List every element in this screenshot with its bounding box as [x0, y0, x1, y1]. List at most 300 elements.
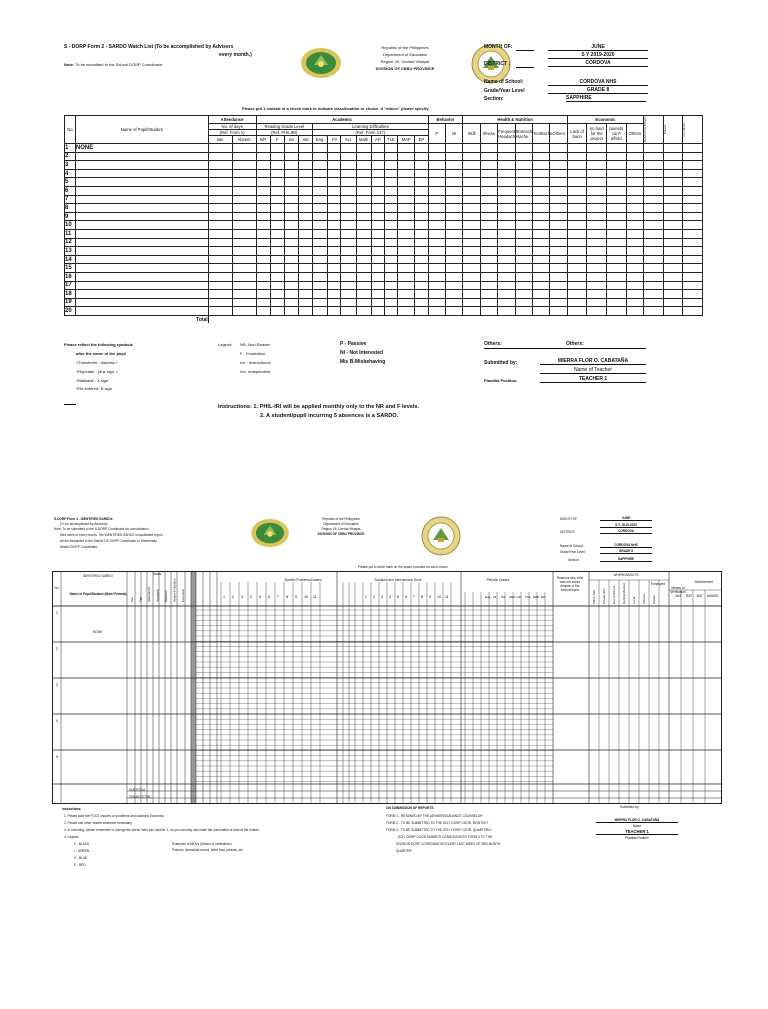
entry-cell[interactable]	[397, 178, 414, 187]
entry-cell[interactable]	[328, 272, 341, 281]
entry-cell[interactable]	[498, 229, 515, 238]
entry-cell[interactable]	[498, 152, 515, 161]
entry-cell[interactable]	[356, 272, 371, 281]
entry-cell[interactable]	[371, 144, 384, 153]
entry-cell[interactable]	[607, 186, 627, 195]
entry-cell[interactable]	[298, 169, 312, 178]
entry-cell[interactable]	[298, 281, 312, 290]
entry-cell[interactable]	[428, 238, 445, 247]
entry-cell[interactable]	[270, 221, 284, 230]
entry-cell[interactable]	[644, 161, 664, 170]
entry-cell[interactable]	[397, 186, 414, 195]
entry-cell[interactable]	[683, 178, 703, 187]
entry-cell[interactable]	[683, 212, 703, 221]
entry-cell[interactable]	[270, 238, 284, 247]
entry-cell[interactable]	[328, 186, 341, 195]
student-name-cell[interactable]	[75, 238, 208, 247]
entry-cell[interactable]	[270, 161, 284, 170]
entry-cell[interactable]	[550, 186, 567, 195]
entry-cell[interactable]	[626, 281, 643, 290]
entry-cell[interactable]	[232, 307, 256, 316]
entry-cell[interactable]	[567, 178, 587, 187]
entry-cell[interactable]	[550, 178, 567, 187]
entry-cell[interactable]	[626, 161, 643, 170]
entry-cell[interactable]	[515, 290, 532, 299]
entry-cell[interactable]	[256, 152, 270, 161]
entry-cell[interactable]	[384, 178, 397, 187]
entry-cell[interactable]	[298, 186, 312, 195]
entry-cell[interactable]	[415, 272, 428, 281]
entry-cell[interactable]	[384, 229, 397, 238]
entry-cell[interactable]	[567, 281, 587, 290]
entry-cell[interactable]	[550, 169, 567, 178]
entry-cell[interactable]	[683, 144, 703, 153]
entry-cell[interactable]	[428, 212, 445, 221]
entry-cell[interactable]	[607, 229, 627, 238]
entry-cell[interactable]	[384, 307, 397, 316]
entry-cell[interactable]	[313, 264, 328, 273]
entry-cell[interactable]	[567, 272, 587, 281]
entry-cell[interactable]	[463, 178, 480, 187]
entry-cell[interactable]	[567, 195, 587, 204]
entry-cell[interactable]	[371, 186, 384, 195]
entry-cell[interactable]	[298, 229, 312, 238]
entry-cell[interactable]	[284, 272, 298, 281]
entry-cell[interactable]	[415, 152, 428, 161]
entry-cell[interactable]	[515, 169, 532, 178]
entry-cell[interactable]	[644, 204, 664, 213]
entry-cell[interactable]	[270, 281, 284, 290]
entry-cell[interactable]	[480, 255, 497, 264]
entry-cell[interactable]	[480, 272, 497, 281]
entry-cell[interactable]	[371, 238, 384, 247]
entry-cell[interactable]	[284, 152, 298, 161]
entry-cell[interactable]	[397, 247, 414, 256]
entry-cell[interactable]	[256, 281, 270, 290]
entry-cell[interactable]	[256, 212, 270, 221]
entry-cell[interactable]	[384, 195, 397, 204]
entry-cell[interactable]	[498, 247, 515, 256]
entry-cell[interactable]	[663, 204, 683, 213]
entry-cell[interactable]	[644, 298, 664, 307]
entry-cell[interactable]	[626, 229, 643, 238]
entry-cell[interactable]	[415, 229, 428, 238]
entry-cell[interactable]	[533, 144, 550, 153]
entry-cell[interactable]	[270, 195, 284, 204]
entry-cell[interactable]	[428, 264, 445, 273]
entry-cell[interactable]	[567, 144, 587, 153]
entry-cell[interactable]	[683, 290, 703, 299]
entry-cell[interactable]	[445, 272, 462, 281]
entry-cell[interactable]	[313, 281, 328, 290]
entry-cell[interactable]	[644, 152, 664, 161]
entry-cell[interactable]	[256, 272, 270, 281]
entry-cell[interactable]	[232, 255, 256, 264]
entry-cell[interactable]	[587, 298, 607, 307]
entry-cell[interactable]	[445, 290, 462, 299]
entry-cell[interactable]	[445, 169, 462, 178]
entry-cell[interactable]	[298, 152, 312, 161]
entry-cell[interactable]	[232, 186, 256, 195]
entry-cell[interactable]	[341, 264, 356, 273]
entry-cell[interactable]	[284, 264, 298, 273]
entry-cell[interactable]	[683, 298, 703, 307]
entry-cell[interactable]	[208, 238, 232, 247]
entry-cell[interactable]	[463, 264, 480, 273]
entry-cell[interactable]	[663, 195, 683, 204]
entry-cell[interactable]	[313, 152, 328, 161]
entry-cell[interactable]	[445, 186, 462, 195]
entry-cell[interactable]	[428, 169, 445, 178]
entry-cell[interactable]	[587, 161, 607, 170]
student-name-cell[interactable]	[75, 255, 208, 264]
entry-cell[interactable]	[232, 229, 256, 238]
entry-cell[interactable]	[644, 281, 664, 290]
entry-cell[interactable]	[356, 255, 371, 264]
entry-cell[interactable]	[328, 161, 341, 170]
entry-cell[interactable]	[515, 272, 532, 281]
entry-cell[interactable]	[384, 221, 397, 230]
entry-cell[interactable]	[415, 195, 428, 204]
entry-cell[interactable]	[313, 169, 328, 178]
entry-cell[interactable]	[445, 152, 462, 161]
entry-cell[interactable]	[328, 212, 341, 221]
entry-cell[interactable]	[567, 290, 587, 299]
entry-cell[interactable]	[397, 281, 414, 290]
entry-cell[interactable]	[371, 298, 384, 307]
entry-cell[interactable]	[232, 161, 256, 170]
entry-cell[interactable]	[341, 178, 356, 187]
entry-cell[interactable]	[284, 255, 298, 264]
entry-cell[interactable]	[626, 178, 643, 187]
entry-cell[interactable]	[328, 229, 341, 238]
entry-cell[interactable]	[480, 144, 497, 153]
entry-cell[interactable]	[284, 238, 298, 247]
entry-cell[interactable]	[550, 264, 567, 273]
entry-cell[interactable]	[356, 195, 371, 204]
entry-cell[interactable]	[515, 144, 532, 153]
entry-cell[interactable]	[480, 281, 497, 290]
entry-cell[interactable]	[208, 204, 232, 213]
entry-cell[interactable]	[415, 307, 428, 316]
entry-cell[interactable]	[384, 212, 397, 221]
entry-cell[interactable]	[328, 169, 341, 178]
entry-cell[interactable]	[328, 307, 341, 316]
entry-cell[interactable]	[208, 264, 232, 273]
entry-cell[interactable]	[428, 255, 445, 264]
entry-cell[interactable]	[663, 144, 683, 153]
entry-cell[interactable]	[341, 272, 356, 281]
entry-cell[interactable]	[463, 221, 480, 230]
entry-cell[interactable]	[232, 204, 256, 213]
entry-cell[interactable]	[463, 307, 480, 316]
entry-cell[interactable]	[313, 204, 328, 213]
entry-cell[interactable]	[356, 169, 371, 178]
entry-cell[interactable]	[298, 161, 312, 170]
entry-cell[interactable]	[356, 178, 371, 187]
entry-cell[interactable]	[587, 255, 607, 264]
entry-cell[interactable]	[550, 298, 567, 307]
entry-cell[interactable]	[284, 281, 298, 290]
entry-cell[interactable]	[270, 212, 284, 221]
entry-cell[interactable]	[480, 221, 497, 230]
entry-cell[interactable]	[663, 229, 683, 238]
entry-cell[interactable]	[384, 238, 397, 247]
entry-cell[interactable]	[550, 221, 567, 230]
entry-cell[interactable]	[428, 247, 445, 256]
entry-cell[interactable]	[284, 221, 298, 230]
entry-cell[interactable]	[284, 186, 298, 195]
entry-cell[interactable]	[313, 212, 328, 221]
entry-cell[interactable]	[232, 272, 256, 281]
entry-cell[interactable]	[683, 195, 703, 204]
entry-cell[interactable]	[270, 204, 284, 213]
entry-cell[interactable]	[480, 178, 497, 187]
entry-cell[interactable]	[208, 229, 232, 238]
entry-cell[interactable]	[328, 152, 341, 161]
entry-cell[interactable]	[550, 161, 567, 170]
entry-cell[interactable]	[480, 152, 497, 161]
entry-cell[interactable]	[683, 255, 703, 264]
entry-cell[interactable]	[644, 290, 664, 299]
entry-cell[interactable]	[480, 204, 497, 213]
entry-cell[interactable]	[298, 255, 312, 264]
entry-cell[interactable]	[341, 307, 356, 316]
entry-cell[interactable]	[587, 307, 607, 316]
entry-cell[interactable]	[232, 264, 256, 273]
entry-cell[interactable]	[533, 178, 550, 187]
entry-cell[interactable]	[663, 221, 683, 230]
entry-cell[interactable]	[270, 290, 284, 299]
entry-cell[interactable]	[567, 229, 587, 238]
entry-cell[interactable]	[232, 281, 256, 290]
entry-cell[interactable]	[515, 229, 532, 238]
entry-cell[interactable]	[515, 161, 532, 170]
entry-cell[interactable]	[644, 178, 664, 187]
entry-cell[interactable]	[626, 298, 643, 307]
entry-cell[interactable]	[515, 204, 532, 213]
entry-cell[interactable]	[415, 212, 428, 221]
entry-cell[interactable]	[397, 272, 414, 281]
entry-cell[interactable]	[208, 161, 232, 170]
entry-cell[interactable]	[397, 264, 414, 273]
entry-cell[interactable]	[371, 255, 384, 264]
entry-cell[interactable]	[683, 238, 703, 247]
entry-cell[interactable]	[397, 290, 414, 299]
entry-cell[interactable]	[533, 307, 550, 316]
entry-cell[interactable]	[298, 272, 312, 281]
entry-cell[interactable]	[428, 221, 445, 230]
entry-cell[interactable]	[587, 178, 607, 187]
entry-cell[interactable]	[298, 238, 312, 247]
entry-cell[interactable]	[550, 255, 567, 264]
entry-cell[interactable]	[397, 229, 414, 238]
entry-cell[interactable]	[683, 152, 703, 161]
entry-cell[interactable]	[270, 178, 284, 187]
entry-cell[interactable]	[328, 178, 341, 187]
entry-cell[interactable]	[232, 290, 256, 299]
entry-cell[interactable]	[550, 195, 567, 204]
student-name-cell[interactable]	[75, 169, 208, 178]
entry-cell[interactable]	[232, 152, 256, 161]
entry-cell[interactable]	[341, 255, 356, 264]
entry-cell[interactable]	[445, 229, 462, 238]
entry-cell[interactable]	[663, 169, 683, 178]
entry-cell[interactable]	[256, 229, 270, 238]
entry-cell[interactable]	[607, 290, 627, 299]
entry-cell[interactable]	[328, 195, 341, 204]
entry-cell[interactable]	[208, 186, 232, 195]
entry-cell[interactable]	[341, 298, 356, 307]
entry-cell[interactable]	[533, 238, 550, 247]
entry-cell[interactable]	[208, 221, 232, 230]
entry-cell[interactable]	[341, 195, 356, 204]
entry-cell[interactable]	[397, 195, 414, 204]
entry-cell[interactable]	[515, 212, 532, 221]
entry-cell[interactable]	[397, 169, 414, 178]
entry-cell[interactable]	[313, 195, 328, 204]
entry-cell[interactable]	[480, 195, 497, 204]
entry-cell[interactable]	[415, 169, 428, 178]
entry-cell[interactable]	[567, 169, 587, 178]
entry-cell[interactable]	[663, 255, 683, 264]
entry-cell[interactable]	[607, 238, 627, 247]
entry-cell[interactable]	[384, 264, 397, 273]
student-name-cell[interactable]	[75, 195, 208, 204]
entry-cell[interactable]	[256, 204, 270, 213]
entry-cell[interactable]	[567, 212, 587, 221]
entry-cell[interactable]	[415, 186, 428, 195]
entry-cell[interactable]	[533, 272, 550, 281]
entry-cell[interactable]	[480, 169, 497, 178]
entry-cell[interactable]	[284, 178, 298, 187]
entry-cell[interactable]	[208, 152, 232, 161]
entry-cell[interactable]	[533, 247, 550, 256]
entry-cell[interactable]	[587, 204, 607, 213]
entry-cell[interactable]	[341, 152, 356, 161]
entry-cell[interactable]	[232, 247, 256, 256]
entry-cell[interactable]	[626, 238, 643, 247]
entry-cell[interactable]	[663, 298, 683, 307]
entry-cell[interactable]	[463, 161, 480, 170]
entry-cell[interactable]	[550, 272, 567, 281]
entry-cell[interactable]	[607, 204, 627, 213]
entry-cell[interactable]	[313, 161, 328, 170]
entry-cell[interactable]	[341, 204, 356, 213]
entry-cell[interactable]	[284, 144, 298, 153]
entry-cell[interactable]	[328, 144, 341, 153]
entry-cell[interactable]	[498, 178, 515, 187]
entry-cell[interactable]	[567, 161, 587, 170]
entry-cell[interactable]	[298, 178, 312, 187]
entry-cell[interactable]	[607, 307, 627, 316]
entry-cell[interactable]	[232, 195, 256, 204]
entry-cell[interactable]	[371, 221, 384, 230]
entry-cell[interactable]	[463, 212, 480, 221]
entry-cell[interactable]	[550, 290, 567, 299]
entry-cell[interactable]	[415, 161, 428, 170]
entry-cell[interactable]	[533, 161, 550, 170]
entry-cell[interactable]	[208, 281, 232, 290]
entry-cell[interactable]	[480, 229, 497, 238]
entry-cell[interactable]	[371, 264, 384, 273]
entry-cell[interactable]	[208, 290, 232, 299]
entry-cell[interactable]	[428, 195, 445, 204]
entry-cell[interactable]	[208, 178, 232, 187]
entry-cell[interactable]	[498, 255, 515, 264]
entry-cell[interactable]	[384, 204, 397, 213]
entry-cell[interactable]	[313, 307, 328, 316]
entry-cell[interactable]	[428, 290, 445, 299]
entry-cell[interactable]	[607, 264, 627, 273]
entry-cell[interactable]	[587, 247, 607, 256]
entry-cell[interactable]	[550, 247, 567, 256]
entry-cell[interactable]	[498, 195, 515, 204]
entry-cell[interactable]	[256, 307, 270, 316]
entry-cell[interactable]	[270, 144, 284, 153]
student-name-cell[interactable]	[75, 290, 208, 299]
entry-cell[interactable]	[498, 264, 515, 273]
entry-cell[interactable]	[515, 238, 532, 247]
entry-cell[interactable]	[550, 229, 567, 238]
entry-cell[interactable]	[533, 255, 550, 264]
entry-cell[interactable]	[371, 229, 384, 238]
student-name-cell[interactable]	[75, 264, 208, 273]
entry-cell[interactable]	[533, 186, 550, 195]
entry-cell[interactable]	[480, 290, 497, 299]
entry-cell[interactable]	[328, 264, 341, 273]
entry-cell[interactable]	[384, 290, 397, 299]
entry-cell[interactable]	[298, 247, 312, 256]
entry-cell[interactable]	[550, 212, 567, 221]
student-name-cell[interactable]	[75, 272, 208, 281]
entry-cell[interactable]	[208, 307, 232, 316]
entry-cell[interactable]	[663, 264, 683, 273]
entry-cell[interactable]	[480, 247, 497, 256]
entry-cell[interactable]	[463, 152, 480, 161]
entry-cell[interactable]	[341, 229, 356, 238]
student-name-cell[interactable]	[75, 186, 208, 195]
entry-cell[interactable]	[663, 186, 683, 195]
entry-cell[interactable]	[415, 144, 428, 153]
entry-cell[interactable]	[445, 212, 462, 221]
entry-cell[interactable]	[644, 264, 664, 273]
entry-cell[interactable]	[533, 290, 550, 299]
entry-cell[interactable]	[626, 186, 643, 195]
entry-cell[interactable]	[463, 186, 480, 195]
entry-cell[interactable]	[371, 307, 384, 316]
entry-cell[interactable]	[208, 298, 232, 307]
entry-cell[interactable]	[607, 169, 627, 178]
entry-cell[interactable]	[284, 212, 298, 221]
entry-cell[interactable]	[256, 298, 270, 307]
entry-cell[interactable]	[480, 307, 497, 316]
entry-cell[interactable]	[480, 212, 497, 221]
entry-cell[interactable]	[232, 178, 256, 187]
entry-cell[interactable]	[626, 272, 643, 281]
entry-cell[interactable]	[445, 204, 462, 213]
entry-cell[interactable]	[356, 152, 371, 161]
entry-cell[interactable]	[428, 307, 445, 316]
entry-cell[interactable]	[626, 144, 643, 153]
entry-cell[interactable]	[328, 255, 341, 264]
entry-cell[interactable]	[683, 229, 703, 238]
entry-cell[interactable]	[232, 169, 256, 178]
entry-cell[interactable]	[428, 204, 445, 213]
entry-cell[interactable]	[663, 247, 683, 256]
entry-cell[interactable]	[428, 298, 445, 307]
entry-cell[interactable]	[515, 281, 532, 290]
